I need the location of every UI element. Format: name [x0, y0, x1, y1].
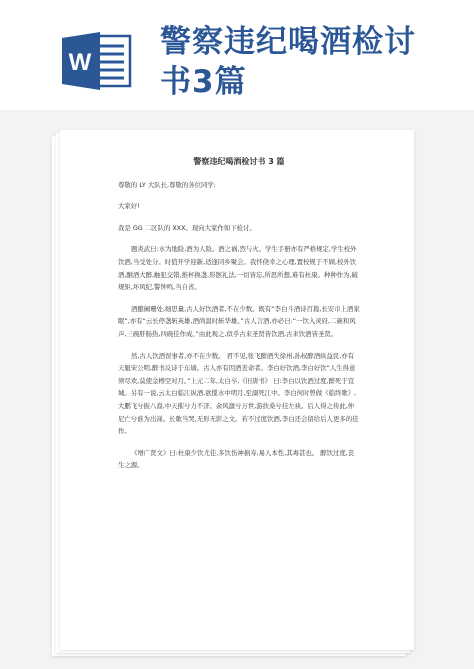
body-paragraph: 题炎武曰:水为地险,酒为人险。酒之祸,烈与火。学生手册亦有严格规定,学生校外饮酒,当受处分。时值开学迎新,适逢同乡聚会。我怀侥幸之心理,置校规于不顾,校外饮酒,酗酒大醉,触犯交错,推杯换盏,形骸礼法,一切皆忘,所思所想,难有杜康。种种作为,破规矩,坏风纪,警钟鸣,当自省。	[118, 245, 358, 292]
body-paragraph: 酒酿阑珊处,细思量,古人好饮酒者,不在少数。既有“李白斗酒诗百篇,长安市上酒家眠”,亦有“云长停盏斩英雄,酒尚温时斩华雄。”古人言酒,亦必曰:“一饮入灵府,二碗和风声,三碗肝肠热,四碗佳作成。”由此观之,似乎古来圣贤皆饮酒,古来饮酒皆圣贤。	[118, 304, 360, 338]
document-body	[118, 156, 360, 481]
document-preview-area	[0, 110, 474, 669]
word-document-icon	[62, 30, 132, 92]
banner	[0, 0, 474, 110]
banner-title	[160, 22, 460, 102]
banner-title-line2: 书3篇	[160, 64, 247, 100]
document-title: 警察违纪喝酒检讨书 3 篇	[193, 157, 285, 166]
banner-title-line1: 警察违纪喝酒检讨	[160, 24, 416, 60]
body-paragraph: 然,古人饮酒误事者,亦不在少数。 君不见,张飞醉酒失徐州,孙权醉酒纵益民,亦有天魁宋公明,醉书反诗于东墙。古人亦有因酒丧命者。李白好饮酒,李白好饮“人生得意须尽欢,莫使金樽空对月。”上元二年,太白卒,《旧唐书》 曰:李白以饮酒过度,醉死于宣城。另有一说,云太白临江纵酒,欲揽水中明月,至溺死江中。李白何时曾做《临终歌》,大鹏飞兮振八裔,中天摧兮力不济。余风激兮万世,游扶桑兮挂左袂。后人得之传此,仲尼亡兮谁为出涕。长歌当哭,无形无影之文。若不过度饮酒,李白还会留给后人更多的佳作。	[118, 351, 359, 436]
svg-text:W: W	[68, 49, 92, 76]
intro-paragraph: 我是 GG 二区队的 XXX。现向大家作如下检讨。	[118, 223, 256, 232]
greeting: 大家好!	[118, 202, 140, 211]
body-paragraph: 《增广贤文》曰:杜康少饮尤佳,多饮伤神损寿,易人本性,其毒甚也。 醉饮过度,丧生之源。	[118, 448, 355, 470]
salutation: 尊敬的 LY 大队长,尊敬的各位同学:	[118, 180, 216, 189]
document-page	[60, 130, 414, 650]
